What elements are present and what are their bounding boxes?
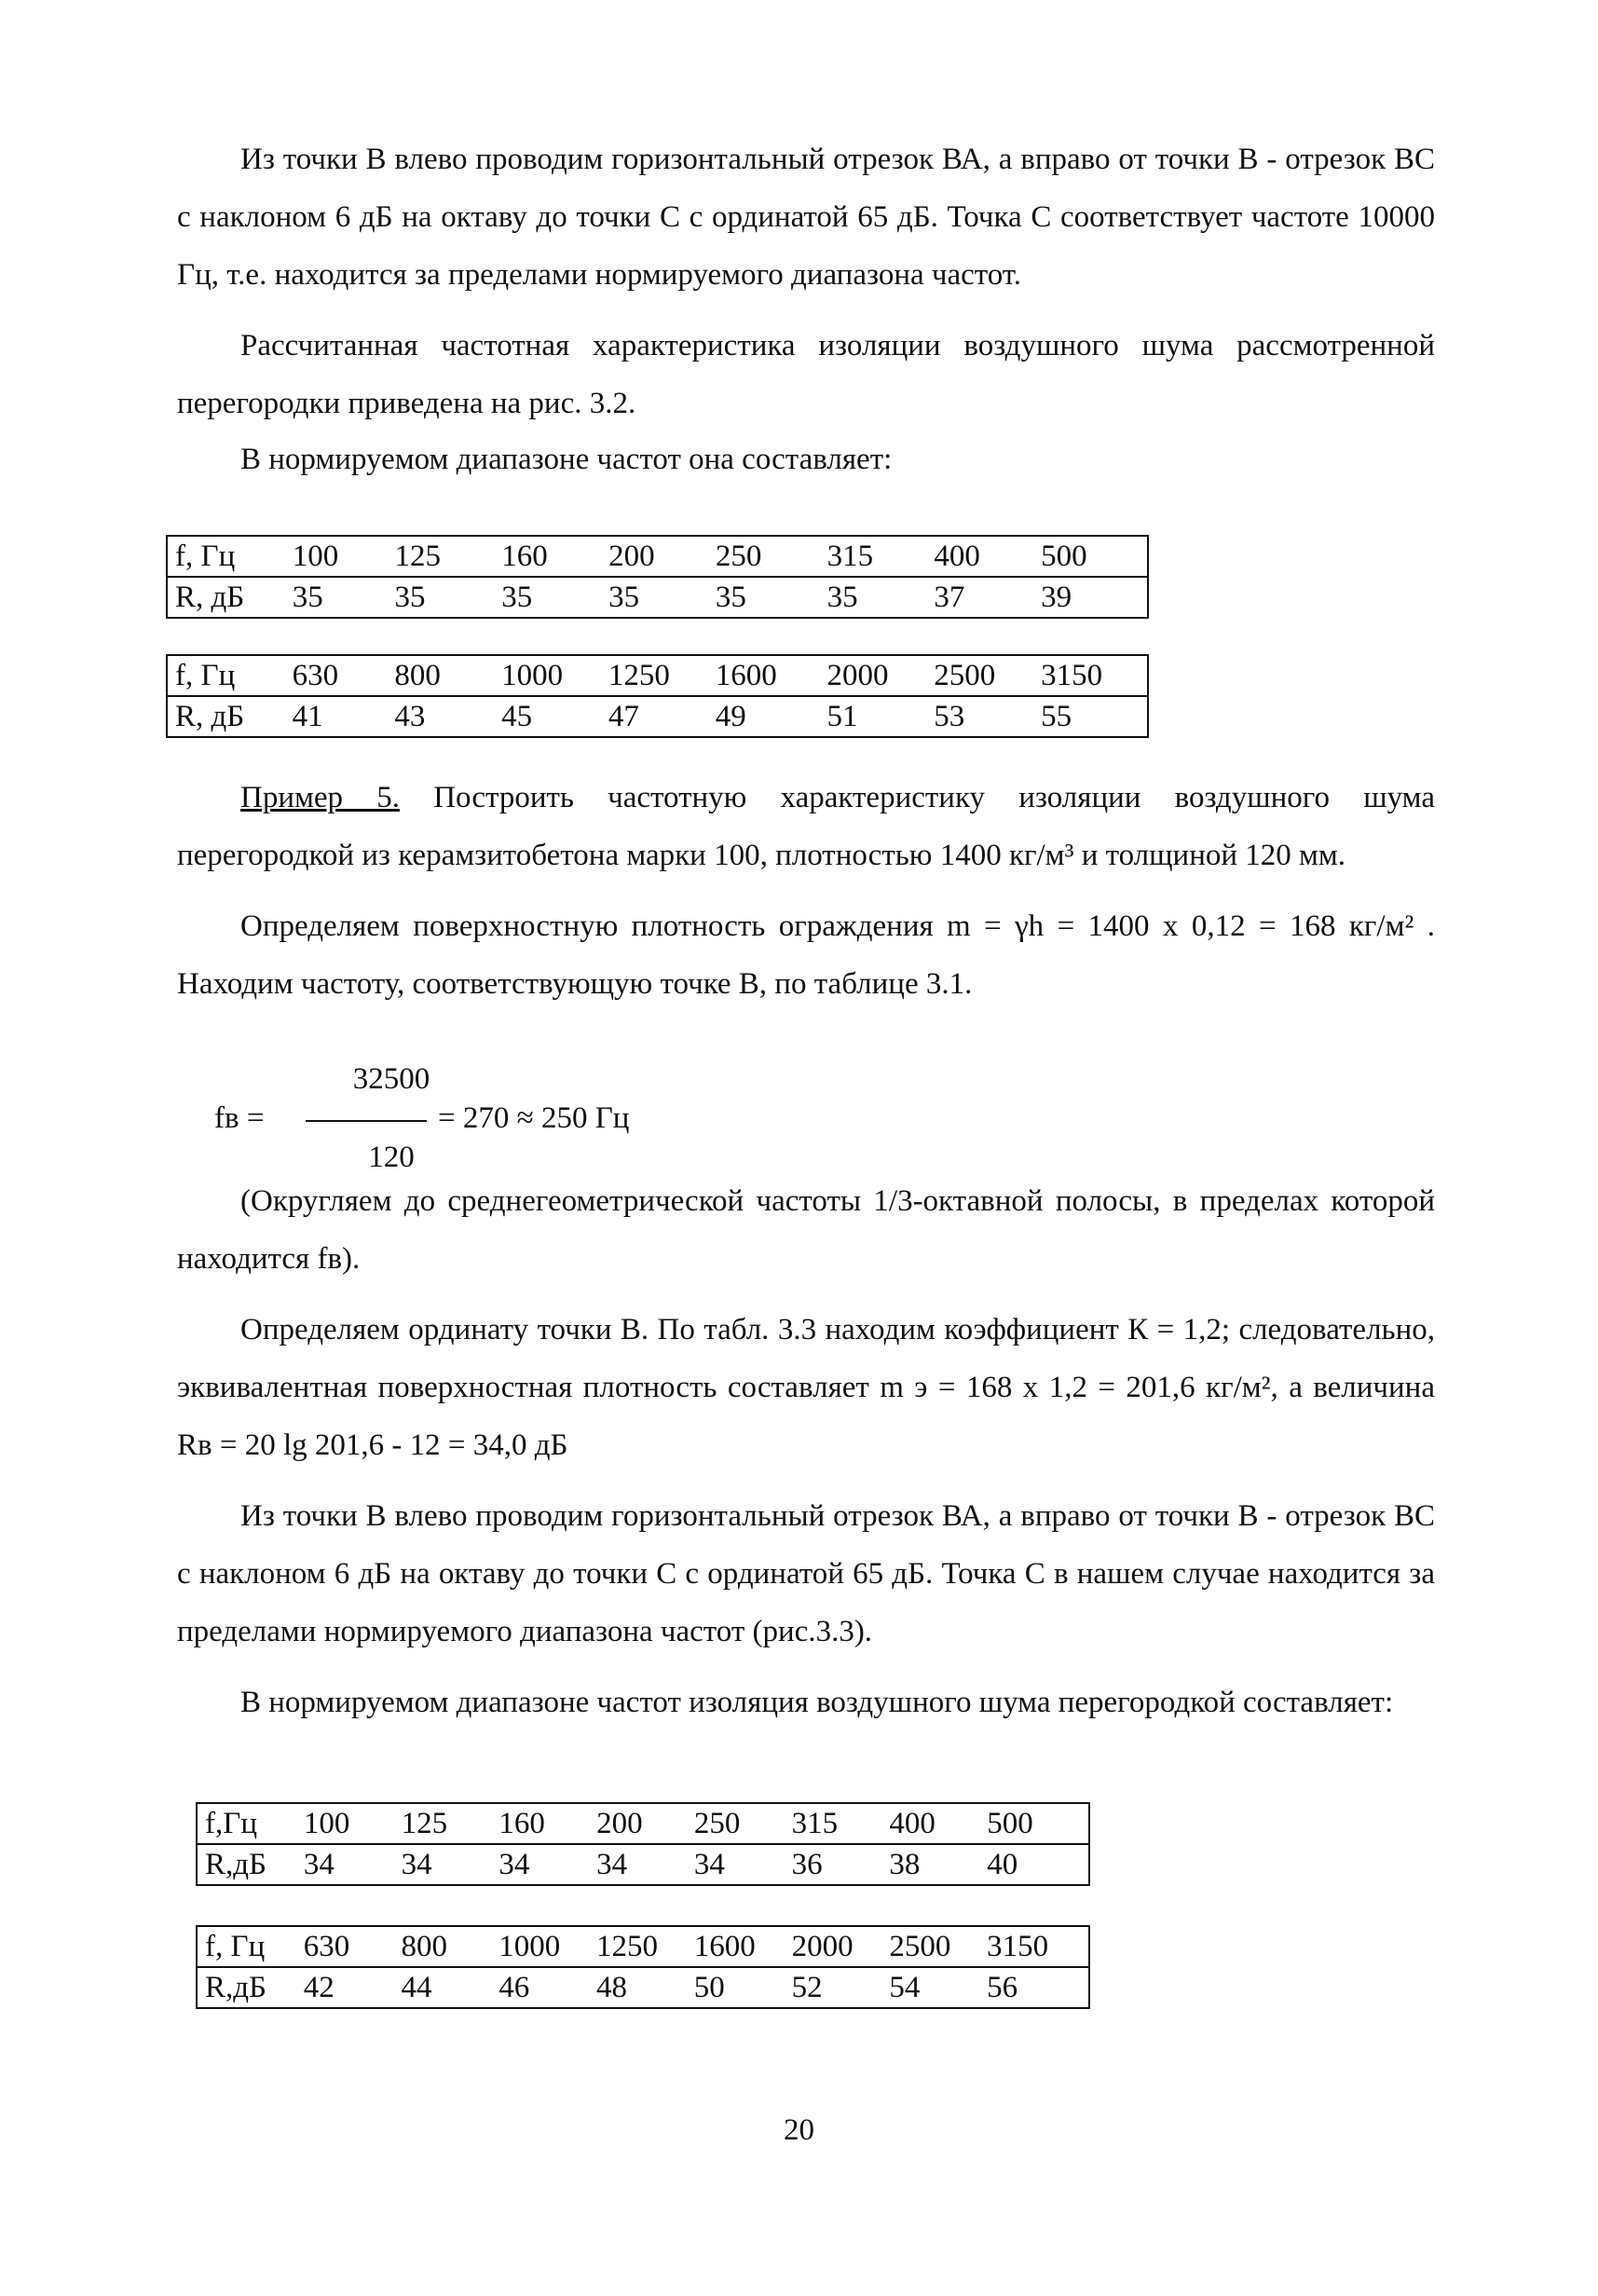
table-cell: 55 (1041, 696, 1148, 737)
table-cell: 50 (694, 1967, 792, 2008)
table-cell: 43 (394, 696, 501, 737)
table-row (167, 696, 1148, 737)
table-cell: 52 (792, 1967, 890, 2008)
table-cell: 100 (293, 536, 395, 577)
table-cell: 34 (596, 1844, 694, 1885)
text-block-bottom (177, 1172, 1435, 1731)
paragraph-p1: Из точки В влево проводим горизонтальный отрезок ВА, а вправо от точки В - отрезок ВС с наклоном 6 дБ на октаву до точки С с ординатой 65 дБ. Точка С соответствует частоте 10000 Гц, т.е. находится за пределами нормируемого диапазона частот. (177, 143, 1435, 292)
table-cell: 35 (501, 577, 608, 618)
table-cell: 45 (501, 696, 608, 737)
table-cell: 1600 (716, 655, 827, 696)
table-cell: 35 (395, 577, 502, 618)
table-cell: 48 (596, 1967, 694, 2008)
table-cell: f,Гц (197, 1803, 304, 1844)
table-cell: 500 (987, 1803, 1089, 1844)
formula-lhs: fв = (214, 1101, 265, 1135)
text-block-example (177, 769, 1435, 1013)
table-cell: 35 (827, 577, 935, 618)
formula-numerator: 32500 (352, 1062, 430, 1096)
table-cell: 200 (608, 536, 716, 577)
table-cell: 1250 (608, 655, 716, 696)
table-cell: R, дБ (167, 696, 293, 737)
table-cell: 250 (694, 1803, 792, 1844)
table-cell: 315 (792, 1803, 890, 1844)
table-cell: 53 (934, 696, 1041, 737)
freq-table-2 (166, 654, 1149, 738)
table-cell: 47 (608, 696, 716, 737)
table-cell: 400 (889, 1803, 987, 1844)
table-cell: 2000 (827, 655, 935, 696)
table-cell: f, Гц (197, 1926, 304, 1967)
table-cell: 1000 (499, 1926, 596, 1967)
table-cell: 34 (304, 1844, 402, 1885)
freq-table-3 (196, 1802, 1090, 1886)
paragraph-p9: В нормируемом диапазоне частот изоляция воздушного шума перегородкой составляет: (240, 1686, 1394, 1719)
table-cell: 41 (293, 696, 395, 737)
table-cell: 315 (827, 536, 935, 577)
table-cell: 3150 (1041, 655, 1148, 696)
table-cell: 35 (608, 577, 716, 618)
example-text: Построить частотную характеристику изоляции воздушного шума перегородкой из керамзитобетона марки 100, плотностью 1400 кг/м³ и толщиной 120 мм. (177, 781, 1435, 872)
table-cell: 250 (716, 536, 827, 577)
table-cell: 56 (987, 1967, 1089, 2008)
table-cell: f, Гц (167, 655, 293, 696)
table-row (197, 1926, 1089, 1967)
table-cell: 34 (499, 1844, 596, 1885)
table-cell: 44 (401, 1967, 499, 2008)
table-cell: 1000 (501, 655, 608, 696)
table-cell: 160 (501, 536, 608, 577)
table-cell: 34 (402, 1844, 499, 1885)
freq-table-1 (166, 535, 1149, 619)
table-cell: 125 (402, 1803, 499, 1844)
paragraph-p4 (177, 769, 1435, 884)
table-cell: 54 (889, 1967, 987, 2008)
table-cell: 40 (987, 1844, 1089, 1885)
paragraph-p6: (Округляем до среднегеометрической частоты 1/3-октавной полосы, в пределах которой находится fв). (177, 1184, 1435, 1276)
table-cell: 38 (889, 1844, 987, 1885)
table-row (197, 1844, 1089, 1885)
table-cell: 51 (827, 696, 935, 737)
table-cell: 46 (499, 1967, 596, 2008)
table-cell: 800 (401, 1926, 499, 1967)
table-row (167, 655, 1148, 696)
table-cell: 42 (304, 1967, 402, 2008)
table-cell: 39 (1041, 577, 1148, 618)
table-row (197, 1967, 1089, 2008)
table-cell: 34 (694, 1844, 792, 1885)
fraction-bar (306, 1120, 427, 1122)
formula-denominator: 120 (368, 1141, 415, 1174)
page-number: 20 (784, 2113, 814, 2147)
table-cell: 400 (934, 536, 1041, 577)
table-cell: 2000 (792, 1926, 890, 1967)
table-cell: R,дБ (197, 1844, 304, 1885)
text-block-top (177, 130, 1435, 486)
table-cell: 2500 (934, 655, 1041, 696)
table-cell: 125 (395, 536, 502, 577)
formula-rhs: = 270 ≈ 250 Гц (438, 1101, 630, 1135)
paragraph-p8: Из точки В влево проводим горизонтальный отрезок ВА, а вправо от точки В - отрезок ВС с наклоном 6 дБ на октаву до точки С с ординатой 65 дБ. Точка С в нашем случае находится за пределами нормируемого диапазона частот (рис.3.3). (177, 1499, 1435, 1648)
table-cell: 630 (293, 655, 395, 696)
table-cell: 1600 (694, 1926, 792, 1967)
table-cell: 1250 (596, 1926, 694, 1967)
paragraph-p5: Определяем поверхностную плотность ограждения m = γh = 1400 х 0,12 = 168 кг/м² . Находим частоту, соответствующую точке В, по таблице 3.1. (177, 909, 1435, 1001)
table-cell: 800 (394, 655, 501, 696)
table-cell: 35 (293, 577, 395, 618)
table-cell: 100 (304, 1803, 402, 1844)
paragraph-p2: Рассчитанная частотная характеристика изоляции воздушного шума рассмотренной перегородки приведена на рис. 3.2. (177, 329, 1435, 420)
table-cell: 35 (716, 577, 827, 618)
table-cell: 3150 (987, 1926, 1089, 1967)
table-cell: 49 (716, 696, 827, 737)
table-cell: 2500 (889, 1926, 987, 1967)
table-cell: 200 (596, 1803, 694, 1844)
table-cell: f, Гц (167, 536, 293, 577)
freq-table-4 (196, 1925, 1090, 2009)
table-cell: R, дБ (167, 577, 293, 618)
table-cell: R,дБ (197, 1967, 304, 2008)
table-cell: 36 (792, 1844, 890, 1885)
paragraph-p3: В нормируемом диапазоне частот она составляет: (240, 443, 893, 476)
table-cell: 160 (499, 1803, 596, 1844)
table-cell: 500 (1041, 536, 1148, 577)
table-cell: 630 (304, 1926, 402, 1967)
paragraph-p7: Определяем ординату точки В. По табл. 3.3 находим коэффициент К = 1,2; следовательно, эквивалентная поверхностная плотность составляет m э = 168 х 1,2 = 201,6 кг/м², а величина Rв = 20 lg 201,6 - 12 = 34,0 дБ (177, 1313, 1435, 1462)
table-row (167, 536, 1148, 577)
table-cell: 37 (934, 577, 1041, 618)
table-row (197, 1803, 1089, 1844)
example-label: Пример 5. (240, 781, 400, 814)
table-row (167, 577, 1148, 618)
